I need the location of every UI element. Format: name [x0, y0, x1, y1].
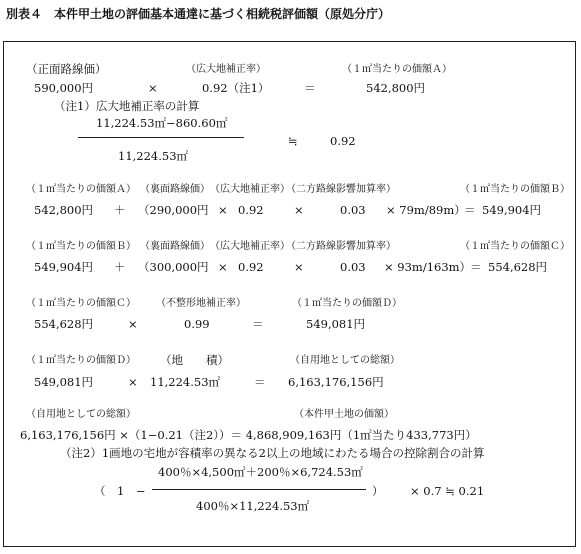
b2-header-wide-land-rate: （広大地補正率） — [210, 184, 290, 195]
b5-multiply-sign: × — [128, 375, 138, 389]
b4-multiply-sign: × — [128, 317, 138, 331]
b4-unit-price-d: 549,081円 — [306, 317, 366, 331]
note2-numerator: 400％×4,500㎡＋200％×6,724.53㎡ — [158, 465, 363, 479]
note1-fraction-bar — [78, 137, 244, 138]
b2-unit-price-b: 549,904円 — [482, 203, 542, 217]
b5-unit-price-d: 549,081円 — [34, 375, 94, 389]
note2-fraction-bar — [152, 489, 366, 490]
b3-plus-sign: ＋ — [114, 260, 126, 274]
b2-multiply-sign-2: × — [294, 203, 304, 217]
b3-multiply-sign-2: × — [294, 260, 304, 274]
b2-frontage-ratio: × 79m/89m） — [386, 203, 466, 217]
b2-unit-price-a: 542,800円 — [34, 203, 94, 217]
b3-wide-land-rate: 0.92 — [238, 260, 264, 274]
b5-header-total-self-use: （自用地としての総額） — [290, 355, 400, 366]
b3-rear-road-price: （300,000円 — [138, 260, 209, 274]
note2-paren-open: （ 1 − — [94, 484, 146, 498]
wide-land-rate: 0.92（注1） — [202, 81, 270, 95]
b2-equals-sign: ＝ — [464, 203, 476, 217]
multiply-sign: × — [148, 81, 158, 95]
b4-header-irregular-rate: （不整形地補正率） — [156, 298, 246, 309]
b2-multiply-sign: × — [218, 203, 228, 217]
note2-title: （注2）1画地の宅地が容積率の異なる2以上の地域にわたる場合の控除割合の計算 — [60, 446, 485, 460]
b2-two-road-rate: 0.03 — [340, 203, 366, 217]
b5-total-self-use: 6,163,176,156円 — [288, 375, 384, 389]
b2-header-two-road-rate: （二方路線影響加算率） — [286, 184, 396, 195]
note2-result: × 0.7 ≒ 0.21 — [410, 484, 485, 498]
note1-numerator: 11,224.53㎡−860.60㎡ — [96, 116, 228, 130]
b5-header-area: （地 積） — [160, 353, 229, 367]
header-frontage-road-price: （正面路線価） — [26, 62, 107, 76]
b3-two-road-rate: 0.03 — [340, 260, 366, 274]
note1-denominator: 11,224.53㎡ — [118, 149, 189, 163]
b4-header-unit-price-c: （１㎡当たりの価額Ｃ） — [26, 298, 136, 309]
b6-header-total-self-use: （自用地としての総額） — [26, 409, 136, 420]
b5-equals-sign: ＝ — [254, 375, 266, 389]
page-title: 別表４ 本件甲土地の評価基本通達に基づく相続税評価額（原処分庁） — [6, 7, 391, 21]
b2-header-rear-road-price: （裏面路線価） — [140, 184, 210, 195]
equals-sign: ＝ — [304, 81, 316, 95]
frontage-road-price: 590,000円 — [34, 81, 94, 95]
b4-equals-sign: ＝ — [252, 317, 264, 331]
b5-land-area: 11,224.53㎡ — [150, 375, 221, 389]
note1-title: （注1）広大地補正率の計算 — [54, 99, 200, 113]
b2-header-unit-price-a: （１㎡当たりの価額Ａ） — [26, 184, 136, 195]
b3-header-unit-price-b: （１㎡当たりの価額Ｂ） — [26, 241, 136, 252]
b3-header-two-road-rate: （二方路線影響加算率） — [286, 241, 396, 252]
note2-denominator: 400％×11,224.53㎡ — [196, 499, 310, 513]
b3-unit-price-c: 554,628円 — [488, 260, 548, 274]
note1-result: 0.92 — [330, 134, 356, 148]
header-unit-price-a: （１㎡当たりの価額Ａ） — [342, 64, 452, 75]
b2-wide-land-rate: 0.92 — [238, 203, 264, 217]
b3-equals-sign: ＝ — [470, 260, 482, 274]
b4-unit-price-c: 554,628円 — [34, 317, 94, 331]
approx-sign: ≒ — [288, 134, 298, 148]
b2-plus-sign: ＋ — [114, 203, 126, 217]
header-wide-land-rate: （広大地補正率） — [186, 64, 266, 75]
b3-header-wide-land-rate: （広大地補正率） — [210, 241, 290, 252]
b3-unit-price-b: 549,904円 — [34, 260, 94, 274]
b2-rear-road-price: （290,000円 — [138, 203, 209, 217]
b6-header-land-value: （本件甲土地の価額） — [294, 409, 394, 420]
b3-frontage-ratio: × 93m/163m） — [384, 260, 472, 274]
b5-header-unit-price-d: （１㎡当たりの価額Ｄ） — [26, 355, 136, 366]
b2-header-unit-price-b: （１㎡当たりの価額Ｂ） — [460, 184, 570, 195]
b4-header-unit-price-d: （１㎡当たりの価額Ｄ） — [292, 298, 402, 309]
unit-price-a: 542,800円 — [366, 81, 426, 95]
b4-irregular-rate: 0.99 — [184, 317, 210, 331]
note2-paren-close: ） — [372, 484, 384, 498]
b3-multiply-sign: × — [218, 260, 228, 274]
b3-header-unit-price-c: （１㎡当たりの価額Ｃ） — [460, 241, 570, 252]
b3-header-rear-road-price: （裏面路線価） — [140, 241, 210, 252]
b6-final-calculation: 6,163,176,156円 ×（1−0.21（注2））＝ 4,868,909,163円（1㎡当たり433,773円） — [20, 428, 477, 442]
